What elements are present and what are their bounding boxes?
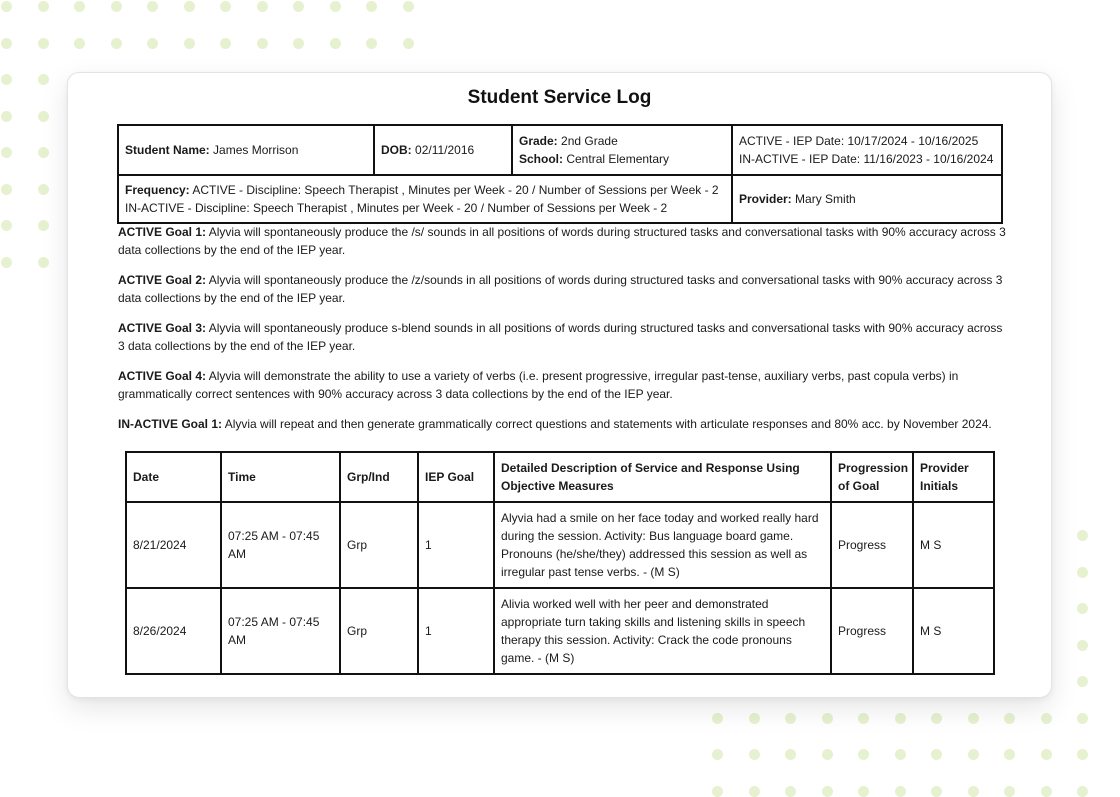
cell-progression: Progress — [831, 502, 913, 588]
decorative-dot — [220, 38, 231, 49]
decorative-dot — [1041, 786, 1052, 797]
decorative-dot — [785, 713, 796, 724]
decorative-dot — [712, 749, 723, 760]
decorative-dot — [1041, 749, 1052, 760]
decorative-dot — [38, 184, 49, 195]
goal-item — [118, 319, 1006, 355]
decorative-dot — [858, 786, 869, 797]
decorative-dot — [931, 713, 942, 724]
goal-text: Alyvia will spontaneously produce s-blend sounds in all positions of words during structured tasks and conversational tasks with 90% accuracy across 3 data collections by the end of the IEP year. — [118, 321, 1003, 353]
decorative-dot — [1077, 530, 1088, 541]
decorative-dot — [1, 147, 12, 158]
cell-progression: Progress — [831, 588, 913, 674]
decorative-dot — [1, 220, 12, 231]
decorative-dot — [38, 147, 49, 158]
cell-description: Alyvia had a smile on her face today and worked really hard during the session. Activity: Bus language board game. Pronouns (he/she/they) addressed this session as well as irregular past tense verbs. - (M S) — [494, 502, 831, 588]
decorative-dot — [931, 786, 942, 797]
decorative-dot — [1077, 786, 1088, 797]
column-header-grp-ind: Grp/Ind — [340, 452, 418, 502]
decorative-dot — [111, 1, 122, 12]
decorative-dot — [822, 713, 833, 724]
decorative-dot — [822, 786, 833, 797]
cell-time: 07:25 AM - 07:45 AM — [221, 502, 340, 588]
cell-grp-ind: Grp — [340, 502, 418, 588]
school-label: School: — [519, 152, 563, 166]
iep-dates-cell — [732, 125, 1002, 175]
student-name-cell — [118, 125, 374, 175]
decorative-dot — [1077, 567, 1088, 578]
decorative-dot — [184, 1, 195, 12]
service-log-table — [125, 451, 995, 675]
decorative-dot — [366, 38, 377, 49]
decorative-dot — [38, 111, 49, 122]
table-row — [126, 502, 994, 588]
decorative-dot — [74, 1, 85, 12]
decorative-dot — [257, 1, 268, 12]
goals-list — [118, 223, 1006, 445]
decorative-dot — [111, 38, 122, 49]
decorative-dot — [1077, 640, 1088, 651]
cell-date: 8/26/2024 — [126, 588, 221, 674]
decorative-dot — [1077, 676, 1088, 687]
decorative-dot — [785, 749, 796, 760]
decorative-dot — [257, 38, 268, 49]
goal-text: Alyvia will repeat and then generate grammatically correct questions and statements with articulate responses and 80% acc. by November 2024. — [224, 417, 992, 431]
decorative-dot — [1004, 786, 1015, 797]
decorative-dot — [1, 74, 12, 85]
decorative-dot — [1, 1, 12, 12]
decorative-dot — [1, 184, 12, 195]
goal-label: ACTIVE Goal 2: — [118, 273, 207, 287]
grade-label: Grade: — [519, 134, 558, 148]
cell-grp-ind: Grp — [340, 588, 418, 674]
decorative-dot — [1, 257, 12, 268]
table-row — [126, 588, 994, 674]
goal-text: Alyvia will demonstrate the ability to use a variety of verbs (i.e. present progressive, irregular past-tense, auxiliary verbs, past copula verbs) in grammatically correct sentences with 90% accuracy across 3 data collections by the end of the IEP year. — [118, 369, 959, 401]
decorative-dot — [749, 786, 760, 797]
goal-label: IN-ACTIVE Goal 1: — [118, 417, 223, 431]
provider-cell — [732, 175, 1002, 223]
student-info-row — [118, 125, 1002, 175]
decorative-dot — [403, 38, 414, 49]
decorative-dot — [1077, 603, 1088, 614]
decorative-dot — [968, 713, 979, 724]
iep-active-date: ACTIVE - IEP Date: 10/17/2024 - 10/16/2025 — [739, 134, 979, 148]
goal-item — [118, 271, 1006, 307]
decorative-dot — [147, 1, 158, 12]
decorative-dot — [1004, 749, 1015, 760]
goal-item — [118, 223, 1006, 259]
cell-description: Alivia worked well with her peer and demonstrated appropriate turn taking skills and listening skills in speech therapy this session. Activity: Crack the code pronouns game. - (M S) — [494, 588, 831, 674]
decorative-dot — [1, 111, 12, 122]
decorative-dot — [712, 713, 723, 724]
decorative-dot — [822, 749, 833, 760]
grade-value: 2nd Grade — [561, 134, 618, 148]
frequency-active: ACTIVE - Discipline: Speech Therapist , Minutes per Week - 20 / Number of Sessions per Week - 2 — [192, 183, 719, 197]
dob-label: DOB: — [381, 143, 412, 157]
dob-value: 02/11/2016 — [415, 143, 475, 157]
goal-text: Alyvia will spontaneously produce the /s/ sounds in all positions of words during structured tasks and conversational tasks with 90% accuracy across 3 data collections by the end of the IEP year. — [118, 225, 1006, 257]
cell-provider-initials: M S — [913, 502, 994, 588]
frequency-cell — [118, 175, 732, 223]
decorative-dot — [785, 786, 796, 797]
decorative-dot — [1004, 713, 1015, 724]
decorative-dot — [403, 1, 414, 12]
column-header-progression: Progression of Goal — [831, 452, 913, 502]
frequency-row — [118, 175, 1002, 223]
table-header-row — [126, 452, 994, 502]
goal-item — [118, 415, 1006, 433]
decorative-dot — [147, 38, 158, 49]
decorative-dot — [38, 1, 49, 12]
decorative-dot — [749, 749, 760, 760]
decorative-dot — [330, 1, 341, 12]
decorative-dot — [895, 713, 906, 724]
decorative-dot — [220, 1, 231, 12]
decorative-dot — [38, 74, 49, 85]
decorative-dot — [895, 786, 906, 797]
student-name-value: James Morrison — [213, 143, 299, 157]
decorative-dot — [1077, 749, 1088, 760]
decorative-dot — [293, 38, 304, 49]
column-header-description: Detailed Description of Service and Response Using Objective Measures — [494, 452, 831, 502]
decorative-dot — [38, 220, 49, 231]
decorative-dot — [1041, 713, 1052, 724]
student-name-label: Student Name: — [125, 143, 210, 157]
decorative-dot — [895, 749, 906, 760]
cell-provider-initials: M S — [913, 588, 994, 674]
grade-school-cell — [512, 125, 732, 175]
iep-inactive-date: IN-ACTIVE - IEP Date: 11/16/2023 - 10/16/2024 — [739, 152, 994, 166]
decorative-dot — [366, 1, 377, 12]
cell-iep-goal: 1 — [418, 502, 494, 588]
decorative-dot — [38, 38, 49, 49]
decorative-dot — [38, 257, 49, 268]
cell-iep-goal: 1 — [418, 588, 494, 674]
dob-cell — [374, 125, 512, 175]
provider-value: Mary Smith — [795, 192, 856, 206]
column-header-date: Date — [126, 452, 221, 502]
cell-date: 8/21/2024 — [126, 502, 221, 588]
decorative-dot — [293, 1, 304, 12]
decorative-dot — [712, 786, 723, 797]
provider-label: Provider: — [739, 192, 792, 206]
school-value: Central Elementary — [566, 152, 670, 166]
decorative-dot — [330, 38, 341, 49]
student-info-table — [117, 124, 1003, 224]
decorative-dot — [1, 38, 12, 49]
column-header-time: Time — [221, 452, 340, 502]
goal-label: ACTIVE Goal 1: — [118, 225, 207, 239]
frequency-inactive: IN-ACTIVE - Discipline: Speech Therapist , Minutes per Week - 20 / Number of Sessions per Week - 2 — [125, 201, 668, 215]
column-header-iep-goal: IEP Goal — [418, 452, 494, 502]
decorative-dot — [74, 38, 85, 49]
decorative-dot — [931, 749, 942, 760]
decorative-dot — [968, 786, 979, 797]
goal-label: ACTIVE Goal 4: — [118, 369, 207, 383]
frequency-label: Frequency: — [125, 183, 190, 197]
goal-label: ACTIVE Goal 3: — [118, 321, 207, 335]
decorative-dot — [858, 749, 869, 760]
decorative-dot — [968, 749, 979, 760]
goal-text: Alyvia will spontaneously produce the /z/sounds in all positions of words during structured tasks and conversational tasks with 90% accuracy across 3 data collections by the end of the IEP year. — [118, 273, 1003, 305]
column-header-provider-initials: Provider Initials — [913, 452, 994, 502]
decorative-dot — [858, 713, 869, 724]
decorative-dot — [184, 38, 195, 49]
decorative-dot — [749, 713, 760, 724]
goal-item — [118, 367, 1006, 403]
decorative-dot — [1077, 713, 1088, 724]
cell-time: 07:25 AM - 07:45 AM — [221, 588, 340, 674]
page-title: Student Service Log — [467, 87, 652, 108]
service-log-card — [67, 72, 1052, 698]
